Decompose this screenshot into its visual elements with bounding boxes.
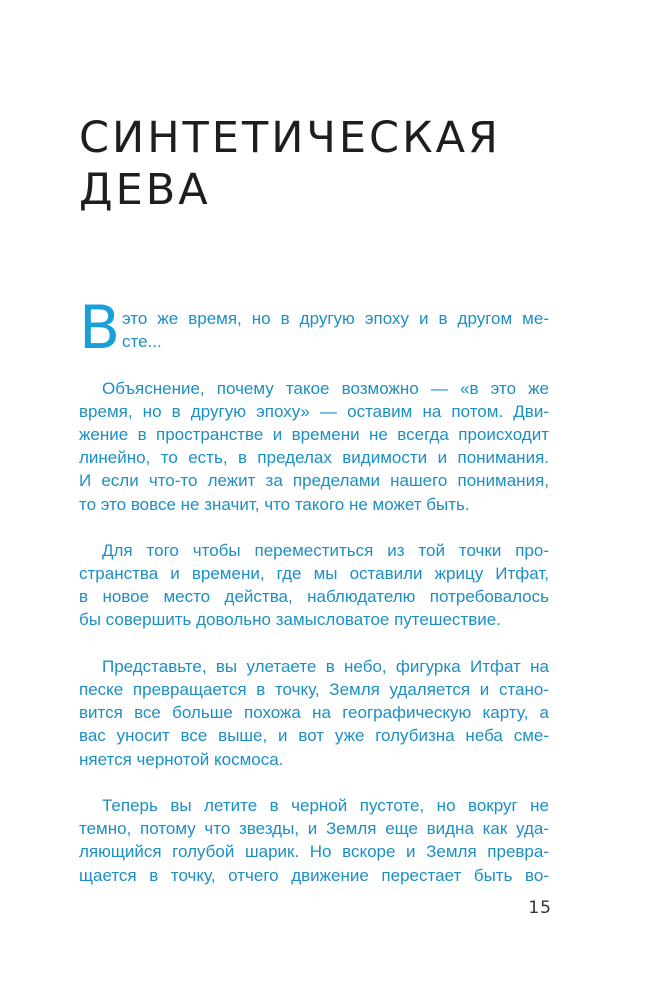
paragraph-1-line-2: сте... xyxy=(122,332,162,352)
paragraph-4-line-2: песке превращается в точку, Земля удаляется и стано- xyxy=(79,680,549,699)
drop-cap-letter: В xyxy=(79,293,121,363)
paragraph-2-line-1: Объяснение, почему такое возможно — «в это же xyxy=(102,378,549,398)
paragraph-4-line-4: вас уносит все выше, и вот уже голубизна неба сме- xyxy=(79,726,549,746)
chapter-title xyxy=(79,112,579,216)
paragraph-2-line-4: линейно, то есть, в пределах видимости и понимания. xyxy=(79,448,549,468)
chapter-title-line-2: ДЕВА xyxy=(79,165,211,215)
paragraph-2-line-6: то это вовсе не значит, что такого не может быть. xyxy=(79,494,470,514)
paragraph-5-line-4: щается в точку, отчего движение перестает быть во- xyxy=(79,865,549,885)
paragraph-4-line-1: Представьте, вы улетаете в небо, фигурка Итфат на xyxy=(102,656,549,676)
paragraph-2-line-3: жение в пространстве и времени не всегда происходит xyxy=(79,424,549,444)
body-text xyxy=(79,307,549,887)
paragraph-4-line-3: вится все больше похожа на географическую карту, а xyxy=(79,703,549,723)
paragraph-2-line-5: И если что-то лежит за пределами нашего понимания, xyxy=(79,471,549,491)
paragraph-5-line-1: Теперь вы летите в черной пустоте, но вокруг не xyxy=(102,795,549,815)
paragraph-3-line-2: странства и времени, где мы оставили жрицу Итфат, xyxy=(79,564,549,584)
paragraph-5-line-2: темно, потому что звезды, и Земля еще видна как уда- xyxy=(79,819,549,839)
paragraph-3-line-3: в новое место действа, наблюдателю потребовалось xyxy=(79,587,549,607)
paragraph-3-line-1: Для того чтобы переместиться из той точки про- xyxy=(102,540,549,560)
chapter-title-line-1: СИНТЕТИЧЕСКАЯ xyxy=(79,113,501,163)
paragraph-3-line-4: бы совершить довольно замысловатое путешествие. xyxy=(79,610,501,630)
page-number: 15 xyxy=(528,898,552,918)
paragraph-1-line-1: это же время, но в другую эпоху и в другом ме- xyxy=(122,309,549,328)
paragraph-2-line-2: время, но в другую эпоху» — оставим на потом. Дви- xyxy=(79,401,549,421)
paragraph-4-line-5: няется чернотой космоса. xyxy=(79,749,284,769)
paragraph-5-line-3: ляющийся голубой шарик. Но вскоре и Земля превра- xyxy=(79,842,549,862)
